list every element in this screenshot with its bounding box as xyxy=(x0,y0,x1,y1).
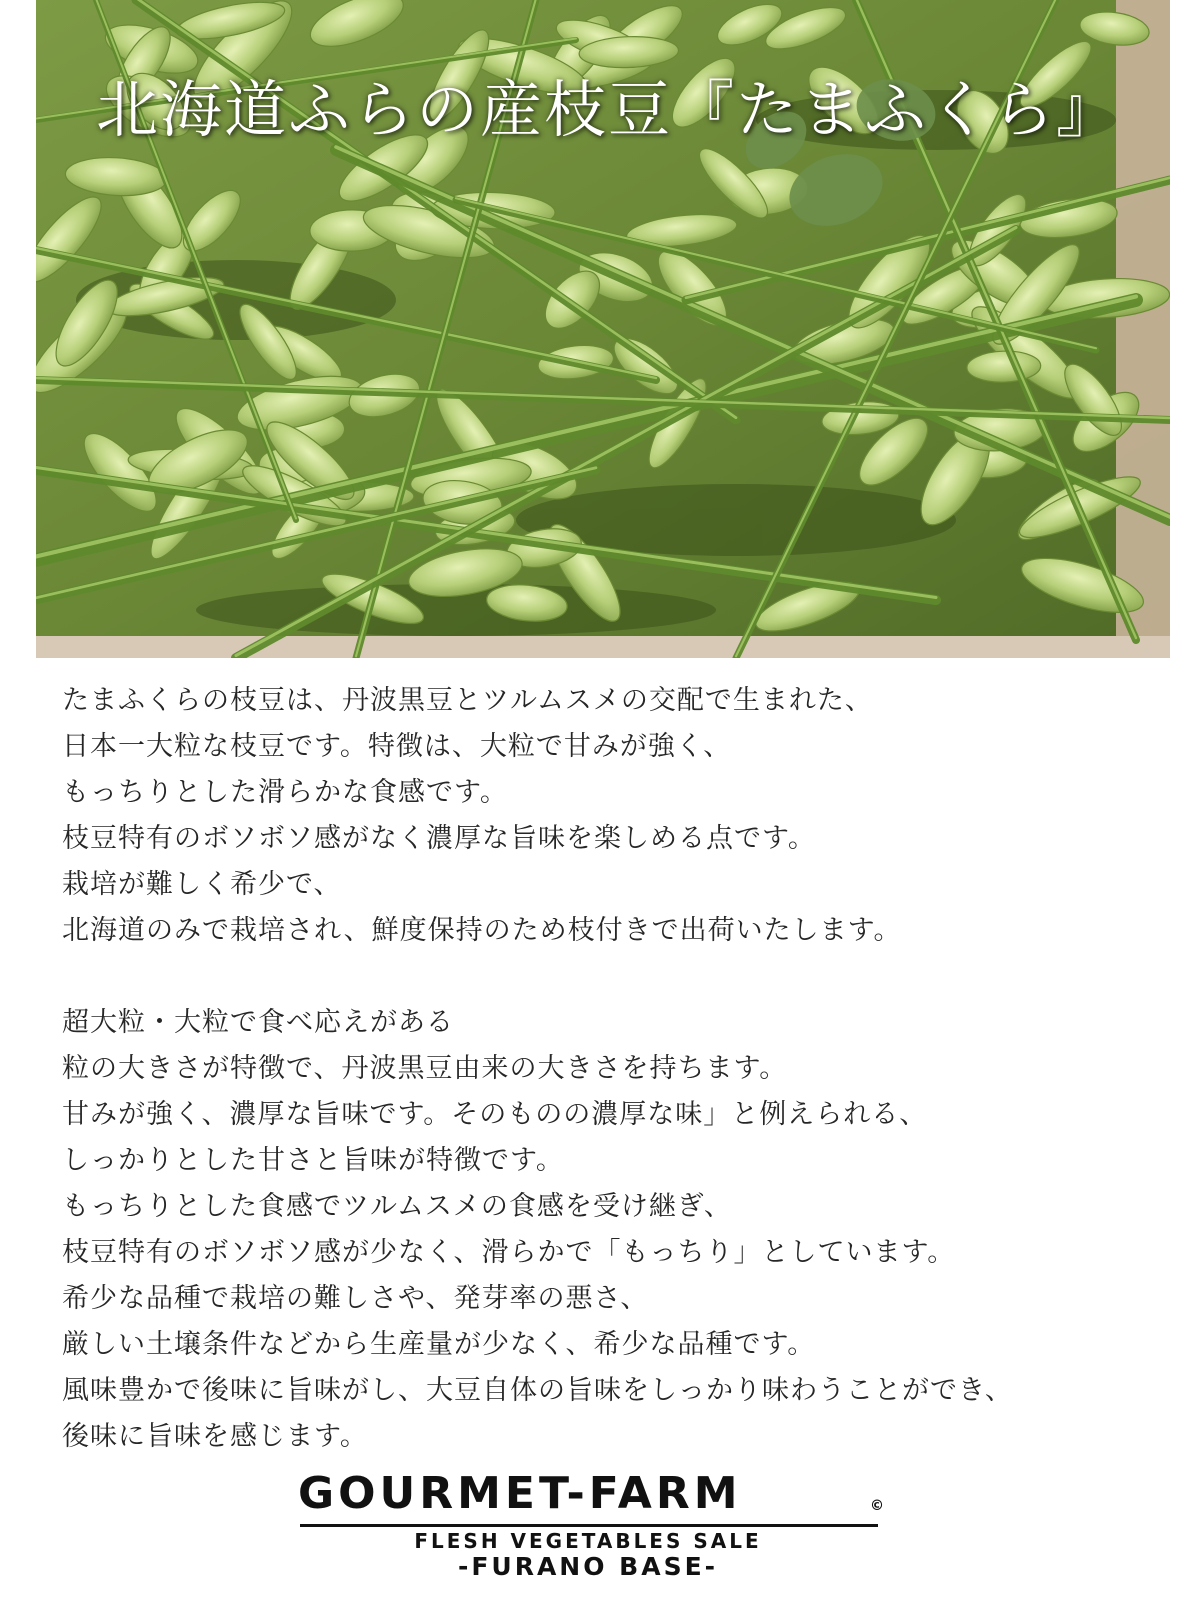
text-line: しっかりとした甘さと旨味が特徴です。 xyxy=(62,1145,564,1176)
text-line: 枝豆特有のボソボソ感がなく濃厚な旨味を楽しめる点です。 xyxy=(62,823,816,854)
logo-wordmark: GOURMET-FARM xyxy=(298,1468,742,1519)
product-description xyxy=(62,678,1162,1460)
text-line: 粒の大きさが特徴で、丹波黒豆由来の大きさを持ちます。 xyxy=(62,1053,788,1084)
text-line: 甘みが強く、濃厚な旨味です。そのものの濃厚な味」と例えられる、 xyxy=(62,1099,928,1130)
page-title: 北海道ふらの産枝豆『たまふくら』 xyxy=(96,73,1121,146)
logo-divider xyxy=(300,1524,878,1527)
text-line: 後味に旨味を感じます。 xyxy=(62,1421,368,1452)
text-line: 栽培が難しく希少で、 xyxy=(62,869,342,900)
hero-photo xyxy=(36,0,1170,658)
text-line: たまふくらの枝豆は、丹波黒豆とツルムスメの交配で生まれた、 xyxy=(62,685,873,716)
brand-logo xyxy=(298,1468,898,1581)
text-line: もっちりとした食感でツルムスメの食感を受け継ぎ、 xyxy=(62,1191,732,1222)
text-line: 希少な品種で栽培の難しさや、発芽率の悪さ、 xyxy=(62,1283,649,1314)
logo-location: -FURANO BASE- xyxy=(457,1552,719,1581)
text-line: 厳しい土壌条件などから生産量が少なく、希少な品種です。 xyxy=(62,1329,816,1360)
text-line: もっちりとした滑らかな食感です。 xyxy=(62,777,508,808)
text-line: 日本一大粒な枝豆です。特徴は、大粒で甘みが強く、 xyxy=(62,731,732,762)
features-paragraph xyxy=(62,1000,1162,1460)
copyright-mark: © xyxy=(870,1498,884,1514)
logo-tagline: FLESH VEGETABLES SALE xyxy=(414,1529,762,1553)
text-line: 枝豆特有のボソボソ感が少なく、滑らかで「もっちり」としています。 xyxy=(62,1237,956,1268)
text-line: 風味豊かで後味に旨味がし、大豆自体の旨味をしっかり味わうことができ、 xyxy=(62,1375,1013,1406)
text-line: 北海道のみで栽培され、鮮度保持のため枝付きで出荷いたします。 xyxy=(62,915,902,946)
text-line: 超大粒・大粒で食べ応えがある xyxy=(62,1007,454,1038)
intro-paragraph xyxy=(62,678,1162,954)
